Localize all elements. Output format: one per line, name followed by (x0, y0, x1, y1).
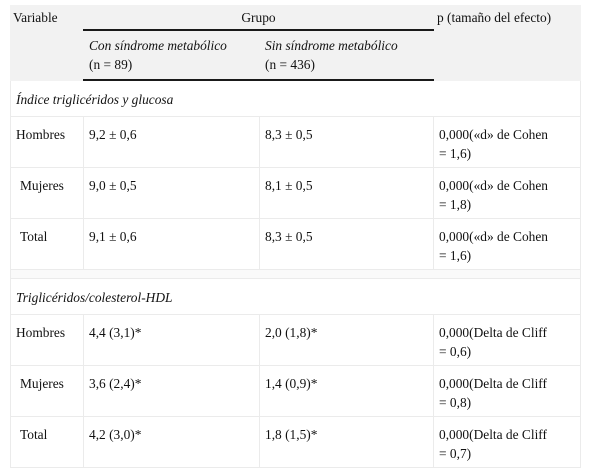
cell-p-line1: 0,000(Delta de Cliff (439, 376, 547, 391)
cell-p (434, 168, 581, 219)
table-row (11, 315, 581, 366)
cell-con: 9,2 ± 0,6 (84, 117, 260, 168)
table-row (11, 417, 581, 468)
cell-p-line2: = 1,8) (439, 197, 472, 212)
cell-p-line2: = 0,7) (439, 446, 472, 461)
header-con-n: (n = 89) (89, 57, 133, 72)
header-sin-sindrome (260, 30, 434, 80)
cell-variable: Hombres (11, 117, 84, 168)
cell-p-line1: 0,000(«d» de Cohen (439, 127, 548, 142)
section-title: Índice triglicéridos y glucosa (11, 80, 581, 117)
cell-con: 4,2 (3,0)* (84, 417, 260, 468)
cell-sin: 1,8 (1,5)* (260, 417, 434, 468)
cell-con: 9,1 ± 0,6 (84, 219, 260, 270)
cell-variable: Mujeres (11, 168, 84, 219)
cell-p-line1: 0,000(«d» de Cohen (439, 178, 548, 193)
cell-p-line2: = 1,6) (439, 248, 472, 263)
header-con-sindrome (84, 30, 260, 80)
cell-con: 3,6 (2,4)* (84, 366, 260, 417)
cell-p-line2: = 0,6) (439, 344, 472, 359)
cell-sin: 8,1 ± 0,5 (260, 168, 434, 219)
table-row (11, 366, 581, 417)
cell-variable: Total (11, 417, 84, 468)
table-row (11, 117, 581, 168)
cell-p (434, 315, 581, 366)
cell-p (434, 417, 581, 468)
table-body (11, 80, 581, 468)
header-con-label: Con síndrome metabólico (89, 38, 227, 53)
cell-p-line2: = 0,8) (439, 395, 472, 410)
cell-variable: Mujeres (11, 366, 84, 417)
cell-p-line2: = 1,6) (439, 146, 472, 161)
cell-p (434, 366, 581, 417)
section-row (11, 279, 581, 315)
table-row (11, 168, 581, 219)
cell-p-line1: 0,000(Delta de Cliff (439, 427, 547, 442)
header-row (11, 6, 581, 31)
cell-sin: 8,3 ± 0,5 (260, 117, 434, 168)
cell-sin: 8,3 ± 0,5 (260, 219, 434, 270)
table-row (11, 219, 581, 270)
section-title: Triglicéridos/colesterol-HDL (11, 279, 581, 315)
header-sin-n: (n = 436) (265, 57, 315, 72)
cell-p-line1: 0,000(«d» de Cohen (439, 229, 548, 244)
spacer-row (11, 270, 581, 279)
cell-con: 4,4 (3,1)* (84, 315, 260, 366)
spacer-cell (11, 270, 581, 279)
cell-p (434, 219, 581, 270)
cell-variable: Hombres (11, 315, 84, 366)
header-variable: Variable (11, 6, 84, 81)
section-row (11, 80, 581, 117)
cell-variable: Total (11, 219, 84, 270)
header-p-effect-size: p (tamaño del efecto) (434, 6, 581, 81)
cell-p (434, 117, 581, 168)
table-header (11, 6, 581, 81)
results-table (10, 5, 581, 468)
cell-sin: 1,4 (0,9)* (260, 366, 434, 417)
cell-sin: 2,0 (1,8)* (260, 315, 434, 366)
header-grupo: Grupo (84, 6, 434, 31)
cell-con: 9,0 ± 0,5 (84, 168, 260, 219)
cell-p-line1: 0,000(Delta de Cliff (439, 325, 547, 340)
header-sin-label: Sin síndrome metabólico (265, 38, 398, 53)
